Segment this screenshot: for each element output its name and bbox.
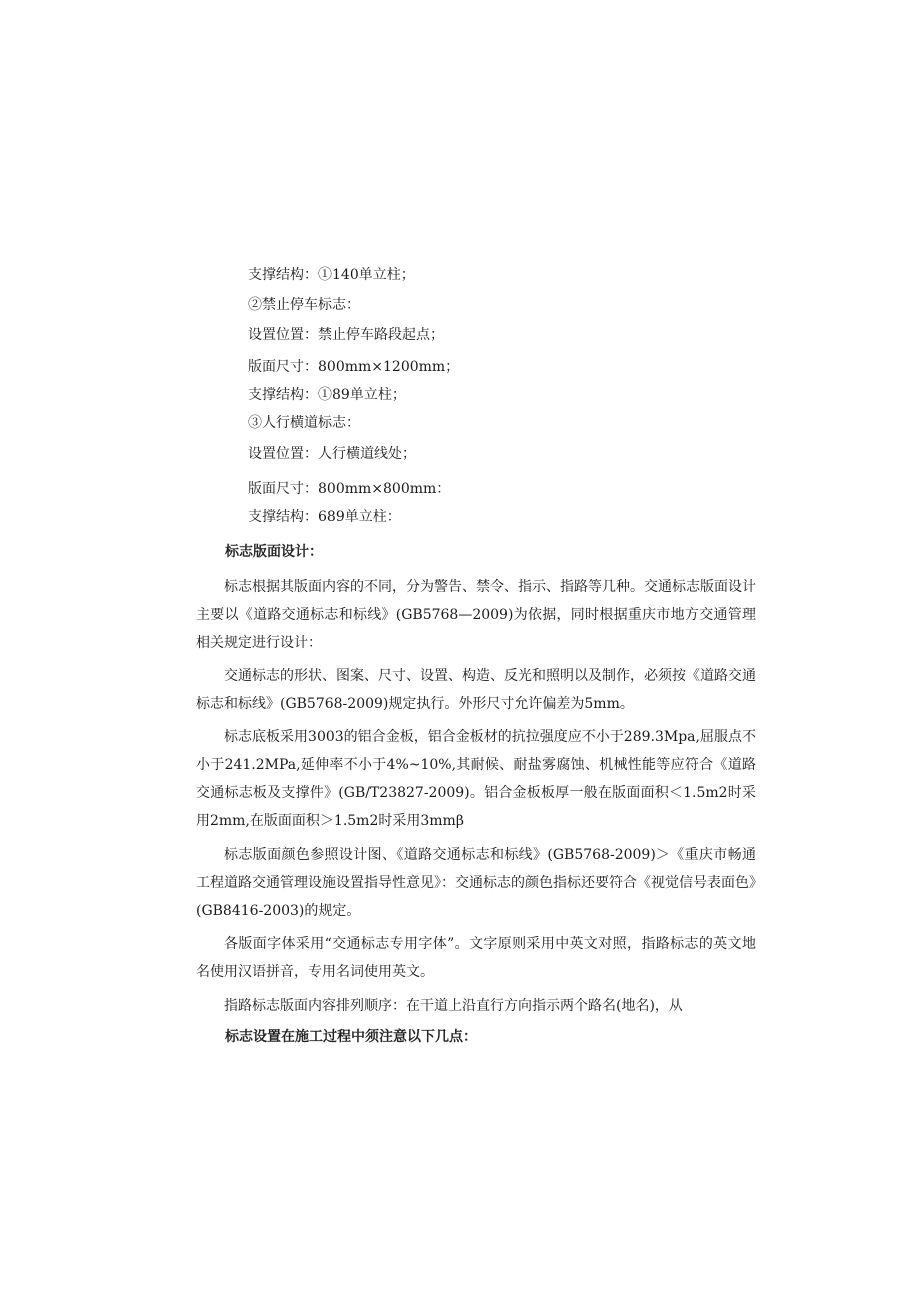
paragraph-sign-colors: 标志版面颜色参照设计图、《道路交通标志和标线》(GB5768-2009)＞《重庆市畅通工程道路交通管理设施设置指导性意见》：交通标志的颜色指标还要符合《视觉信号表面色》(GB8416-2003)的规定。 [196,847,756,919]
heading-sign-layout-design: 标志版面设计： [225,543,323,559]
paragraph-sign-standards: 交通标志的形状、图案、尺寸、设置、构造、反光和照明以及制作，必须按《道路交通标志和标线》(GB5768-2009)规定执行。外形尺寸允许偏差为5mm。 [196,668,756,712]
list-line-size-1: 版面尺寸：800mm×1200mm； [248,359,460,375]
paragraph-sign-order: 指路标志版面内容排列顺序：在干道上沿直行方向指示两个路名(地名)，从 [224,998,683,1014]
list-line-position-1: 设置位置：禁止停车路段起点； [248,327,444,343]
paragraph-sign-fonts: 各版面字体采用“交通标志专用字体”。文字原则采用中英文对照，指路标志的英文地名使用汉语拼音，专用名词使用英文。 [196,936,756,980]
list-line-size-2: 版面尺寸：800mm×800mm： [248,481,451,497]
list-line-support-1: 支撑结构：①140单立柱； [248,267,415,283]
heading-construction-notes: 标志设置在施工过程中须注意以下几点： [225,1028,477,1044]
paragraph-sign-types: 标志根据其版面内容的不同，分为警告、禁令、指示、指路等几种。交通标志版面设计主要以《道路交通标志和标线》(GB5768—2009)为依据，同时根据重庆市地方交通管理相关规定进行设计： [196,579,756,651]
list-line-support-2: 支撑结构：①89单立柱； [248,387,406,403]
list-line-support-3: 支撑结构：689单立柱： [248,509,401,525]
list-line-position-2: 设置位置：人行横道线处； [248,446,416,462]
paragraph-sign-material: 标志底板采用3003的铝合金板，铝合金板材的抗拉强度应不小于289.3Mpa,屈服点不小于241.2MPa,延伸率不小于4%~10%,其耐候、耐盐雾腐蚀、机械性能等应符合《道路交通标志板及支撑件》(GB/T23827-2009)。铝合金板板厚一般在版面面积＜1.5m2时采用2mm,在版面面积＞1.5m2时采用3mmβ [196,729,756,829]
list-line-no-parking-sign: ②禁止停车标志： [248,297,360,313]
list-line-crosswalk-sign: ③人行横道标志： [248,415,360,431]
